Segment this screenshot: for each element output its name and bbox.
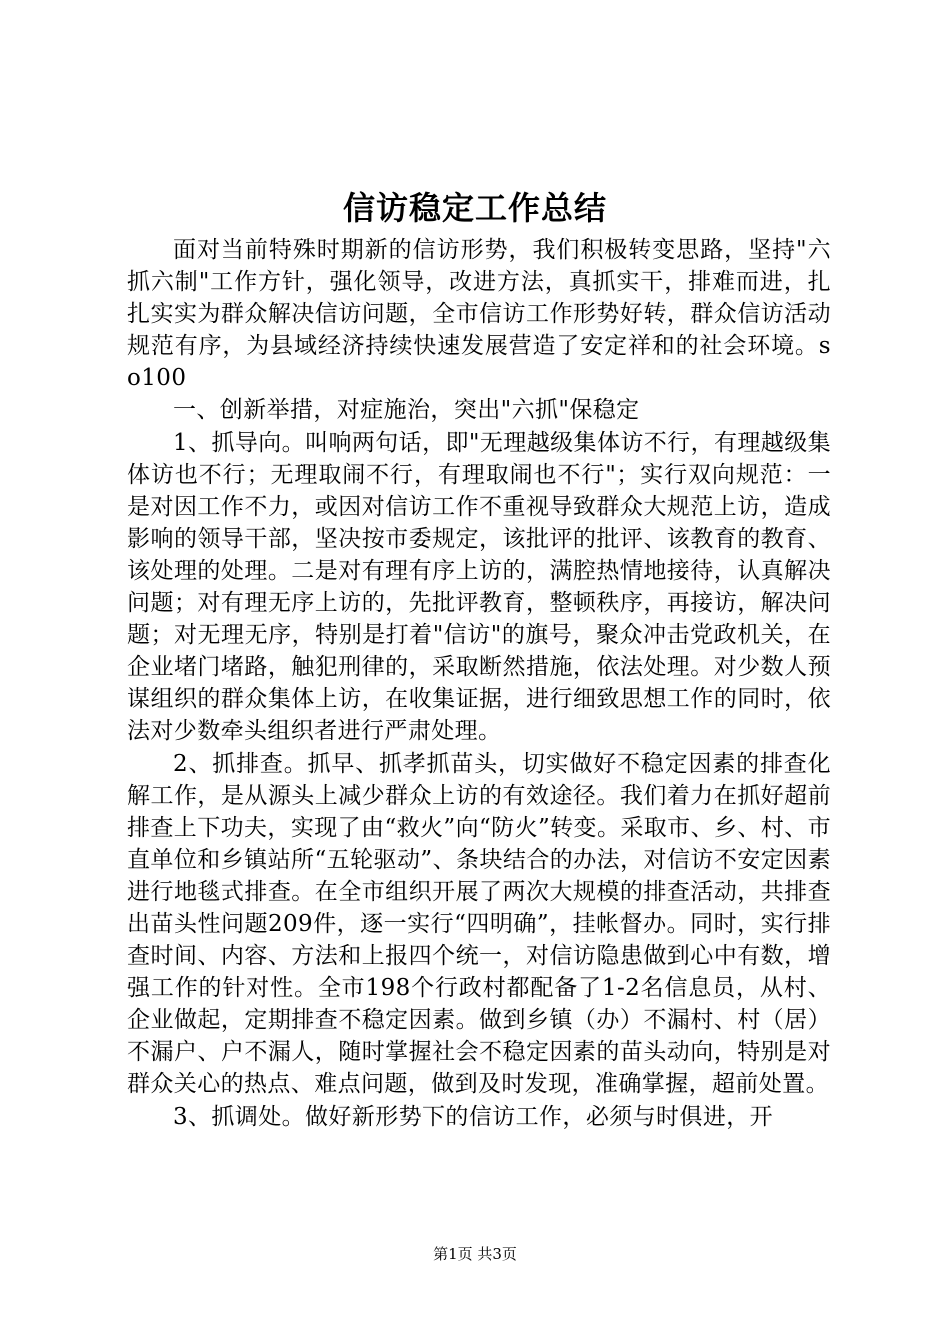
paragraph-guidance: 1、抓导向。叫响两句话，即"无理越级集体访不行，有理越级集体访也不行；无理取闹不行，有理取闹也不行"；实行双向规范：一是对因工作不力，或因对信访工作不重视导致群众大规范上访，造成影响的领导干部，坚决按市委规定，该批评的批评、该教育的教育、该处理的处理。二是对有理有序上访的，满腔热情地接待，认真解决问题；对有理无序上访的，先批评教育，整顿秩序，再接访，解决问题；对无理无序，特别是打着"信访"的旗号，聚众冲击党政机关，在企业堵门堵路，触犯刑律的，采取断然措施，依法处理。对少数人预谋组织的群众集体上访，在收集证据，进行细致思想工作的同时，依法对少数牵头组织者进行严肃处理。 bbox=[127, 429, 831, 745]
intro-paragraph: 面对当前特殊时期新的信访形势，我们积极转变思路，坚持"六抓六制"工作方针，强化领导，改进方法，真抓实干，排难而进，扎扎实实为群众解决信访问题，全市信访工作形势好转，群众信访活动规范有序，为县域经济持续快速发展营造了安定祥和的社会环境。so100 bbox=[127, 237, 831, 392]
page-number-footer: 第1页 共3页 bbox=[433, 1245, 517, 1263]
paragraph-mediation: 3、抓调处。做好新形势下的信访工作，必须与时俱进，开 bbox=[173, 1103, 774, 1130]
paragraph-investigation: 2、抓排查。抓早、抓孝抓苗头，切实做好不稳定因素的排查化解工作，是从源头上减少群众上访的有效途径。我们着力在抓好超前排查上下功夫，实现了由“救火”向“防火”转变。采取市、乡、村、市直单位和乡镇站所“五轮驱动”、条块结合的办法，对信访不安定因素进行地毯式排查。在全市组织开展了两次大规模的排查活动，共排查出苗头性问题209件，逐一实行“四明确”，挂帐督办。同时，实行排查时间、内容、方法和上报四个统一，对信访隐患做到心中有数，增强工作的针对性。全市198个行政村都配备了1-2名信息员，从村、企业做起，定期排查不稳定因素。做到乡镇（办）不漏村、村（居）不漏户、户不漏人，随时掌握社会不稳定因素的苗头动向，特别是对群众关心的热点、难点问题，做到及时发现，准确掌握，超前处置。 bbox=[127, 750, 831, 1098]
section-heading-1: 一、创新举措，对症施治，突出"六抓"保稳定 bbox=[173, 397, 640, 424]
document-title: 信访稳定工作总结 bbox=[342, 189, 607, 227]
document-body bbox=[127, 234, 831, 1133]
